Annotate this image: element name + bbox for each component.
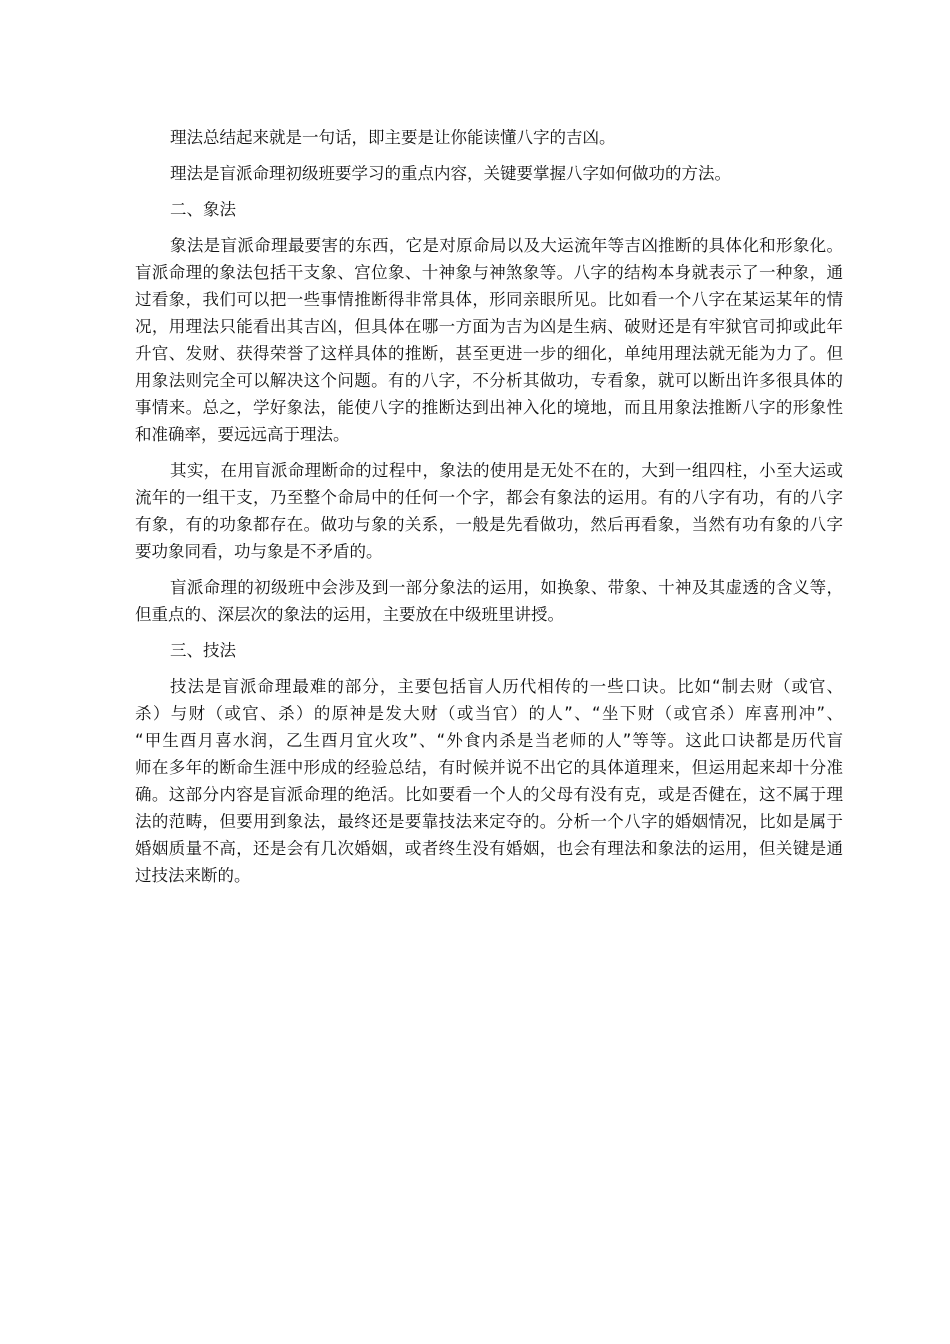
paragraph-li-fa-key	[135, 160, 843, 187]
text-line: 理法总结起来就是一句话，即主要是让你能读懂八字的吉凶。	[170, 128, 616, 147]
section-heading-ji-fa	[135, 637, 843, 664]
text-line: 用象法则完全可以解决这个问题。有的八字，不分析其做功，专看象，就可以断出许多很具体的	[135, 371, 843, 390]
text-line: 要功象同看，功与象是不矛盾的。	[135, 542, 383, 561]
section-heading-xiang-fa	[135, 196, 843, 223]
text-line: 况，用理法只能看出其吉凶，但具体在哪一方面为吉为凶是生病、破财还是有牢狱官司抑或此年	[135, 317, 843, 336]
text-line: 过技法来断的。	[135, 866, 251, 885]
text-line: 流年的一组干支，乃至整个命局中的任何一个字，都会有象法的运用。有的八字有功，有的八字	[135, 488, 843, 507]
text-line: 但重点的、深层次的象法的运用，主要放在中级班里讲授。	[135, 605, 564, 624]
text-line: 和准确率，要远远高于理法。	[135, 425, 350, 444]
text-line: 升官、发财、获得荣誉了这样具体的推断，甚至更进一步的细化，单纯用理法就无能为力了。但	[135, 344, 843, 363]
heading-text: 二、象法	[170, 200, 236, 219]
text-line: 盲派命理的象法包括干支象、宫位象、十神象与神煞象等。八字的结构本身就表示了一种象，通	[135, 263, 843, 282]
text-line: 过看象，我们可以把一些事情推断得非常具体，形同亲眼所见。比如看一个八字在某运某年的情	[135, 290, 843, 309]
text-line: 婚姻质量不高，还是会有几次婚姻，或者终生没有婚姻，也会有理法和象法的运用，但关键是通	[135, 839, 843, 858]
text-line: 技法是盲派命理最难的部分，主要包括盲人历代相传的一些口诀。比如“制去财（或官、	[170, 677, 843, 696]
text-line: 师在多年的断命生涯中形成的经验总结，有时候并说不出它的具体道理来，但运用起来却十分准	[135, 758, 843, 777]
text-line: “甲生酉月喜水润，乙生酉月宜火攻”、“外食内杀是当老师的人”等等。这此口诀都是历代盲	[135, 731, 843, 750]
paragraph-li-fa-summary	[135, 124, 843, 151]
text-line: 法的范畴，但要用到象法，最终还是要靠技法来定夺的。分析一个八字的婚姻情况，比如是属于	[135, 812, 843, 831]
text-line: 盲派命理的初级班中会涉及到一部分象法的运用，如换象、带象、十神及其虚透的含义等，	[170, 578, 843, 597]
paragraph-xiang-fa-usage	[135, 457, 843, 565]
heading-text: 三、技法	[170, 641, 236, 660]
text-line: 理法是盲派命理初级班要学习的重点内容，关键要掌握八字如何做功的方法。	[170, 164, 731, 183]
paragraph-ji-fa-intro	[135, 673, 843, 889]
text-line: 确。这部分内容是盲派命理的绝活。比如要看一个人的父母有没有克，或是否健在，这不属于理	[135, 785, 843, 804]
text-line: 象法是盲派命理最要害的东西，它是对原命局以及大运流年等吉凶推断的具体化和形象化。	[170, 236, 843, 255]
paragraph-xiang-fa-course	[135, 574, 843, 628]
text-line: 有象，有的功象都存在。做功与象的关系，一般是先看做功，然后再看象，当然有功有象的八字	[135, 515, 843, 534]
paragraph-xiang-fa-intro	[135, 232, 843, 448]
text-line: 杀）与财（或官、杀）的原神是发大财（或当官）的人”、“坐下财（或官杀）库喜刑冲”、	[135, 704, 843, 723]
text-line: 事情来。总之，学好象法，能使八字的推断达到出神入化的境地，而且用象法推断八字的形象性	[135, 398, 843, 417]
document-body	[135, 124, 843, 889]
text-line: 其实，在用盲派命理断命的过程中，象法的使用是无处不在的，大到一组四柱，小至大运或	[170, 461, 843, 480]
